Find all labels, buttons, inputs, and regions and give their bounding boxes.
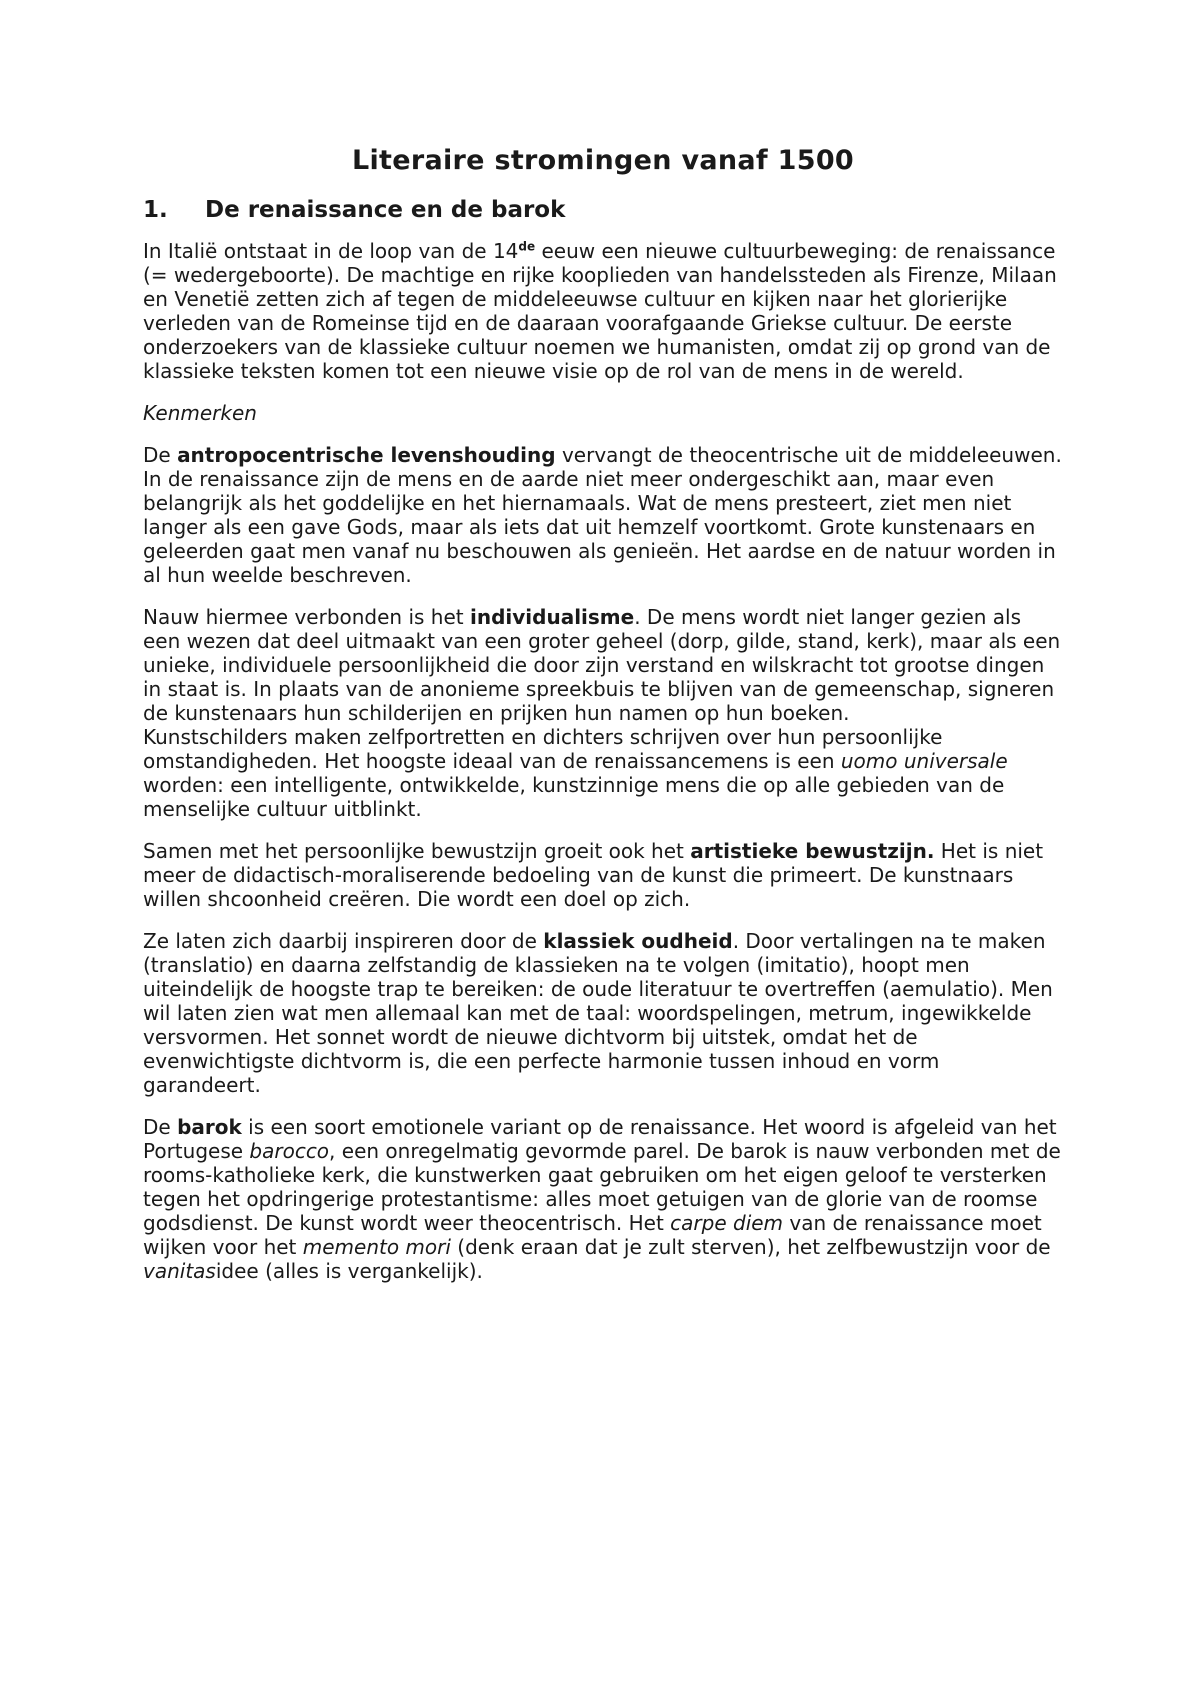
text: worden: een intelligente, ontwikkelde, kunstzinnige mens die op alle gebieden van de menselijke cultuur uitblinkt. bbox=[143, 773, 1005, 821]
term-uomo-universale: uomo universale bbox=[840, 749, 1008, 773]
paragraph-artistiek bbox=[143, 839, 1063, 911]
paragraph-kunstschilders bbox=[143, 725, 1063, 821]
section-number: 1. bbox=[143, 197, 168, 223]
paragraph-barok bbox=[143, 1115, 1063, 1283]
term-antropocentrisch: antropocentrische levenshouding bbox=[177, 443, 556, 467]
text: (denk eraan dat je zult sterven), het zelfbewustzijn voor de bbox=[450, 1235, 1051, 1259]
text: Samen met het persoonlijke bewustzijn groeit ook het bbox=[143, 839, 691, 863]
term-carpe-diem: carpe diem bbox=[670, 1211, 784, 1235]
text: van de renaissance moet wijken voor het bbox=[143, 1211, 1042, 1259]
term-vanitas: vanitas bbox=[143, 1259, 216, 1283]
intro-text-start: In Italië ontstaat in de loop van de 14 bbox=[143, 239, 519, 263]
subheading-kenmerken: Kenmerken bbox=[143, 401, 257, 425]
term-barocco: barocco bbox=[249, 1139, 330, 1163]
section-heading bbox=[143, 193, 1063, 227]
text: is een soort emotionele variant op de renaissance. Het woord is afgeleid van het Portugese bbox=[143, 1115, 1057, 1163]
term-klassiek-oudheid: klassiek oudheid bbox=[543, 929, 733, 953]
paragraph-klassiek bbox=[143, 929, 1063, 1097]
text: Ze laten zich daarbij inspireren door de bbox=[143, 929, 544, 953]
ordinal-superscript: de bbox=[518, 239, 536, 254]
text: Het is niet meer de didactisch-moraliserende bedoeling van de kunst die primeert. De kunstnaars willen shcoonheid creëren. Die wordt een doel op zich. bbox=[143, 839, 1044, 911]
term-individualisme: individualisme bbox=[469, 605, 635, 629]
intro-text-rest: eeuw een nieuwe cultuurbeweging: de renaissance (= wedergeboorte). De machtige en rijke kooplieden van handelssteden als Firenze, Milaan en Venetië zetten zich af tegen de middeleeuwse cultuur en kijken naar het glorierijke verleden van de Romeinse tijd en de daaraan voorafgaande Griekse cultuur. De eerste onderzoekers van de klassieke cultuur noemen we humanisten, omdat zij op grond van de klassieke teksten komen tot een nieuwe visie op de rol van de mens in de wereld. bbox=[143, 239, 1057, 383]
paragraph-antropocentrisch bbox=[143, 443, 1063, 587]
text: Nauw hiermee verbonden is het bbox=[143, 605, 470, 629]
term-barok: barok bbox=[177, 1115, 242, 1139]
text: , een onregelmatig gevormde parel. De barok is nauw verbonden met de rooms-katholieke kerk, die kunstwerken gaat gebruiken om het eigen geloof te versterken tegen het opdringerige protestantisme: alles moet getuigen van de glorie van de roomse godsdienst. De kunst wordt weer theocentrisch. Het bbox=[143, 1139, 1061, 1235]
text: . Door vertalingen na te maken (translatio) en daarna zelfstandig de klassieken na te volgen (imitatio), hoopt men uiteindelijk de hoogste trap te bereiken: de oude literatuur te overtreffen (aemulatio). Men wil laten zien wat men allemaal kan met de taal: woordspelingen, metrum, ingewikkelde versvormen. Het sonnet wordt de nieuwe dichtvorm bij uitstek, omdat het de evenwichtigste dichtvorm is, die een perfecte harmonie tussen inhoud en vorm garandeert. bbox=[143, 929, 1053, 1097]
paragraph-individualisme bbox=[143, 605, 1063, 725]
text: De bbox=[143, 1115, 178, 1139]
text: Kunstschilders maken zelfportretten en dichters schrijven over hun persoonlijke omstandigheden. Het hoogste ideaal van de renaissancemens is een bbox=[143, 725, 943, 773]
term-artistiek-bewustzijn: artistieke bewustzijn. bbox=[690, 839, 935, 863]
text: vervangt de theocentrische uit de middeleeuwen. In de renaissance zijn de mens en de aarde niet meer ondergeschikt aan, maar even belangrijk als het goddelijke en het hiernamaals. Wat de mens presteert, ziet men niet langer als een gave Gods, maar als iets dat uit hemzelf voortkomt. Grote kunstenaars en geleerden gaat men vanaf nu beschouwen als genieën. Het aardse en de natuur worden in al hun weelde beschreven. bbox=[143, 443, 1062, 587]
text: De bbox=[143, 443, 178, 467]
document-body bbox=[143, 142, 1063, 1301]
text: idee (alles is vergankelijk). bbox=[215, 1259, 483, 1283]
intro-paragraph bbox=[143, 239, 1063, 383]
document-title: Literaire stromingen vanaf 1500 bbox=[351, 145, 855, 176]
term-memento-mori: memento mori bbox=[302, 1235, 451, 1259]
text: . De mens wordt niet langer gezien als een wezen dat deel uitmaakt van een groter geheel (dorp, gilde, stand, kerk), maar als een unieke, individuele persoonlijkheid die door zijn verstand en wilskracht tot grootse dingen in staat is. In plaats van de anonieme spreekbuis te blijven van de gemeenschap, signeren de kunstenaars hun schilderijen en prijken hun namen op hun boeken. bbox=[143, 605, 1061, 725]
section-title: De renaissance en de barok bbox=[205, 197, 566, 223]
